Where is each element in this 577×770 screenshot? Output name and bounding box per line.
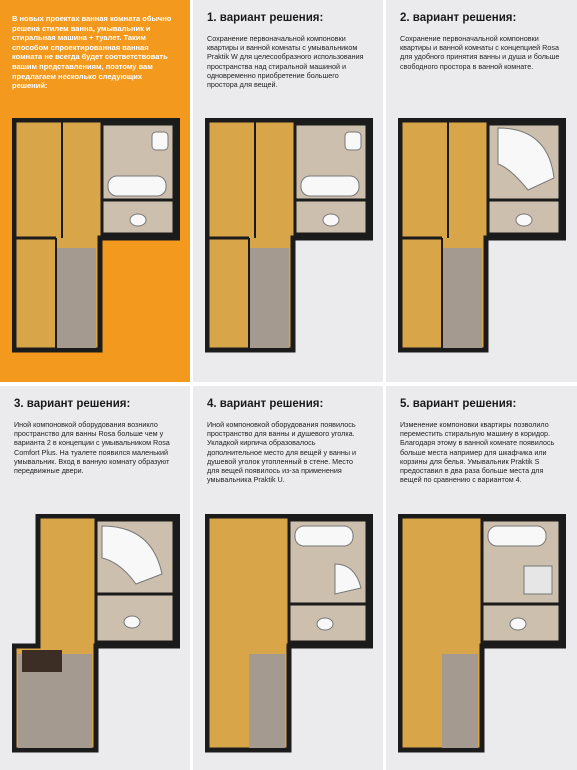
floor-plan-variant-2 [398, 118, 566, 353]
variant-1-title: 1. вариант решения: [207, 12, 324, 24]
variant-1-panel [193, 0, 383, 382]
floor-plan-variant-4 [205, 514, 373, 754]
variant-2-title: 2. вариант решения: [400, 12, 517, 24]
floor-plan-variant-5 [398, 514, 566, 754]
variant-5-title: 5. вариант решения: [400, 398, 517, 410]
variant-5-panel [386, 386, 577, 770]
floor-plan-variant-1 [205, 118, 373, 353]
floor-plan-original [12, 118, 180, 353]
floor-plan-variant-3 [12, 514, 180, 754]
variant-3-text: Иной компоновкой оборудования возникло пространство для ванны Rosa больше чем у варианта 2 в концепции с умывальником Rosa Comfort Plus. На туалете появился маленький умывальник. Вход в ванную комнату образуют передвижные двери. [14, 420, 170, 476]
variant-4-text: Иной компоновкой оборудования появилось пространство для ванны и душевого уголка. Укладкой кирпича образовалось дополнительное место для вещей у ванны и душевой уголок утопленный в стене. Место для вещей появилось из-за применения умывальника Praktik U. [207, 420, 357, 485]
variant-4-title: 4. вариант решения: [207, 398, 324, 410]
variant-5-text: Изменение компоновки квартиры позволило переместить стиральную машину в коридор. Благодаря этому в ванной комнате появилось больше места например для шкафчика или корзины для белья. Умывальник Praktik S предоставил в два раза больше места для вещей по сравнению с вариантом 4. [400, 420, 555, 485]
variant-1-text: Сохранение первоначальной компоновки квартиры и ванной комнаты с умывальником Praktik W для целесообразного использования пространства над стиральной машиной и одновременно приобретение большего простора для вещей. [207, 34, 364, 90]
variant-4-panel [193, 386, 383, 770]
variant-2-text: Сохранение первоначальной компоновки квартиры и ванной комнаты с концепцией Rosa для удобного принятия ванны и душа и больше свободного простора в ванной комнате. [400, 34, 560, 71]
variant-2-panel [386, 0, 577, 382]
intro-panel [0, 0, 190, 382]
intro-text: В новых проектах ванная комната обычно решена стилем ванна, умывальник и стиральная машина + туалет. Таким способом спроектированная ванная комната не всегда будет соответствовать вашим представлениям, поэтому вам предлагаем несколько следующих решений: [12, 14, 172, 91]
variant-3-title: 3. вариант решения: [14, 398, 131, 410]
variant-3-panel [0, 386, 190, 770]
